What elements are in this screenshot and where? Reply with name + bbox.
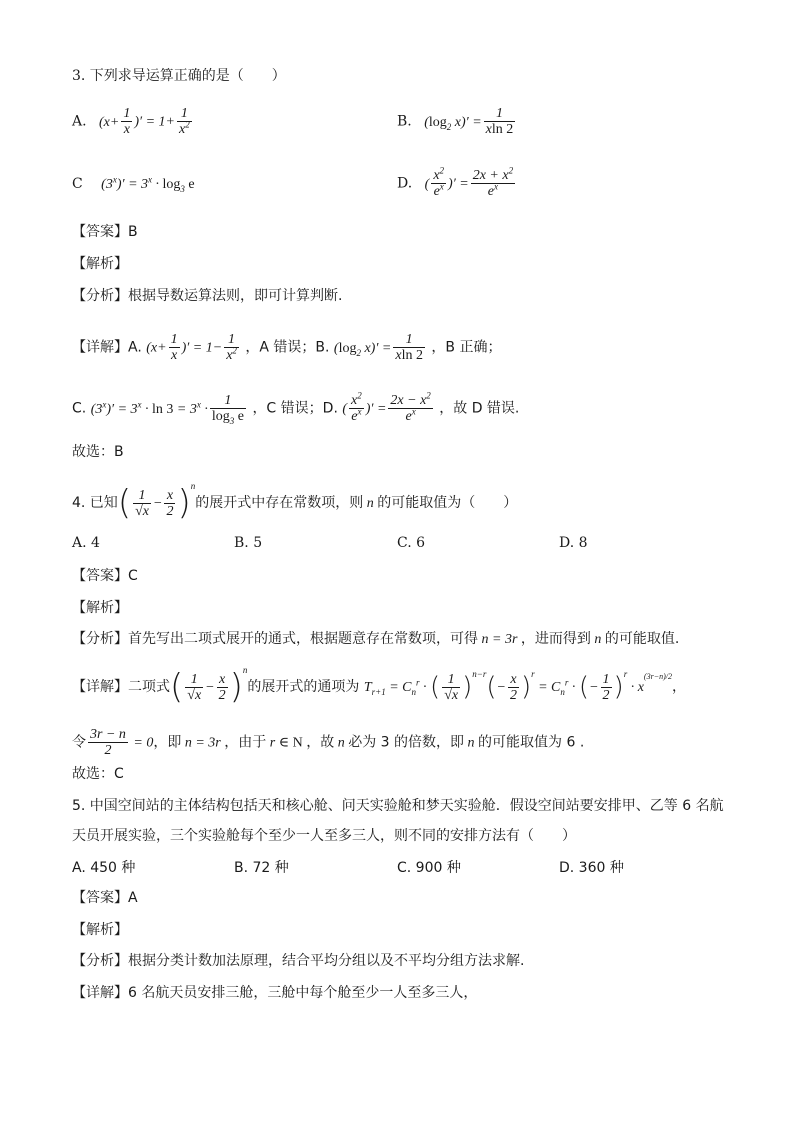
q3-analysis: 【分析】根据导数运算法则，即可计算判断. [72, 288, 343, 304]
q3-choice: 故选：B [72, 444, 124, 460]
q3-detail-line2: C. $(3^x)' = 3^x \cdot \ln 3 = 3^x$ · $\frac{1}{\log_3 e}$ ，C 错误；D. ( $\frac{x^2}{e^x}$ )′ = $\frac{2x - x^2}{e^x}$ ，故 D 错误. [72, 390, 520, 426]
q4-choice: 故选：C [72, 766, 124, 782]
q4-option-c: C. 6 [397, 535, 426, 551]
q3-option-c: C $(3^x)' = 3^x \cdot \log_3 e$ [72, 174, 195, 194]
q3-detail-line1: 【详解】A. (x+ $\frac{1}{x}$ )′ = 1− $\frac{1}{x^2}$ ，A 错误；B. ($\log_2$ x)′ = $\frac{1}{xln 2}$ ，B 正确； [72, 332, 502, 363]
q5-analysis-title: 【解析】 [72, 922, 128, 938]
q5-stem-line2: 天员开展实验，三个实验舱每个至少一人至多三人，则不同的安排方法有（ ） [72, 828, 576, 844]
q3-option-a: A. (x+ $\frac{1}{x}$ )′ = 1+ $\frac{1}{x^2}$ [72, 106, 190, 137]
q3-option-d: D. ( $\frac{x^2}{e^x}$ )′ = $\frac{2x + x^2}{e^x}$ [397, 165, 514, 199]
q5-answer: 【答案】A [72, 890, 138, 906]
q4-option-d: D. 8 [559, 535, 588, 551]
q5-option-d: D. 360 种 [559, 860, 624, 876]
q4-analysis: 【分析】首先写出二项式展开的通式，根据题意存在常数项，可得 n = 3r ，进而得到 n 的可能取值. [72, 631, 680, 647]
q4-answer: 【答案】C [72, 568, 138, 584]
q4-analysis-title: 【解析】 [72, 600, 128, 616]
q4-detail-line2: 令 $\frac{3r - n}{2}$ = 0，即 n = 3r ，由于 r ∈ N ，故 n 必为 3 的倍数，即 n 的可能取值为 6 . [72, 727, 585, 758]
q5-option-b: B. 72 种 [234, 860, 289, 876]
q5-detail: 【详解】6 名航天员安排三舱，三舱中每个舱至少一人至多三人， [72, 985, 478, 1001]
q3-answer: 【答案】B [72, 224, 138, 240]
q4-stem: 4. 已知( $\frac{1}{√x}$ − $\frac{x}{2}$ )$^n$的展开式中存在常数项，则 n 的可能取值为（ ） [72, 481, 518, 523]
q5-stem-line1: 5. 中国空间站的主体结构包括天和核心舱、问天实验舱和梦天实验舱．假设空间站要安排甲、乙等 6 名航 [72, 798, 724, 814]
q4-option-a: A. 4 [72, 535, 100, 551]
q5-analysis: 【分析】根据分类计数加法原理，结合平均分组以及不平均分组方法求解. [72, 953, 525, 969]
q3-analysis-title: 【解析】 [72, 256, 128, 272]
q4-detail-line1: 【详解】二项式( $\frac{1}{√x}$ − $\frac{x}{2}$ )$^n$的展开式的通项为 $T_{r+1} = C_n^r$ · ( $\frac{1}{√x}$ )$^{n-r}$(− $\frac{x}{2}$ )$^r = C_n^r$ · (− $\frac{1}{2}$ )$^r \cdot x^{(3r-n)/2}$， [72, 665, 686, 707]
q3-stem: 3. 下列求导运算正确的是（ ） [72, 68, 286, 84]
q4-option-b: B. 5 [234, 535, 263, 551]
q3-option-b: B. ($\log_2$ x)′ = $\frac{1}{xln 2}$ [397, 106, 514, 137]
q5-option-c: C. 900 种 [397, 860, 461, 876]
q5-option-a: A. 450 种 [72, 860, 136, 876]
